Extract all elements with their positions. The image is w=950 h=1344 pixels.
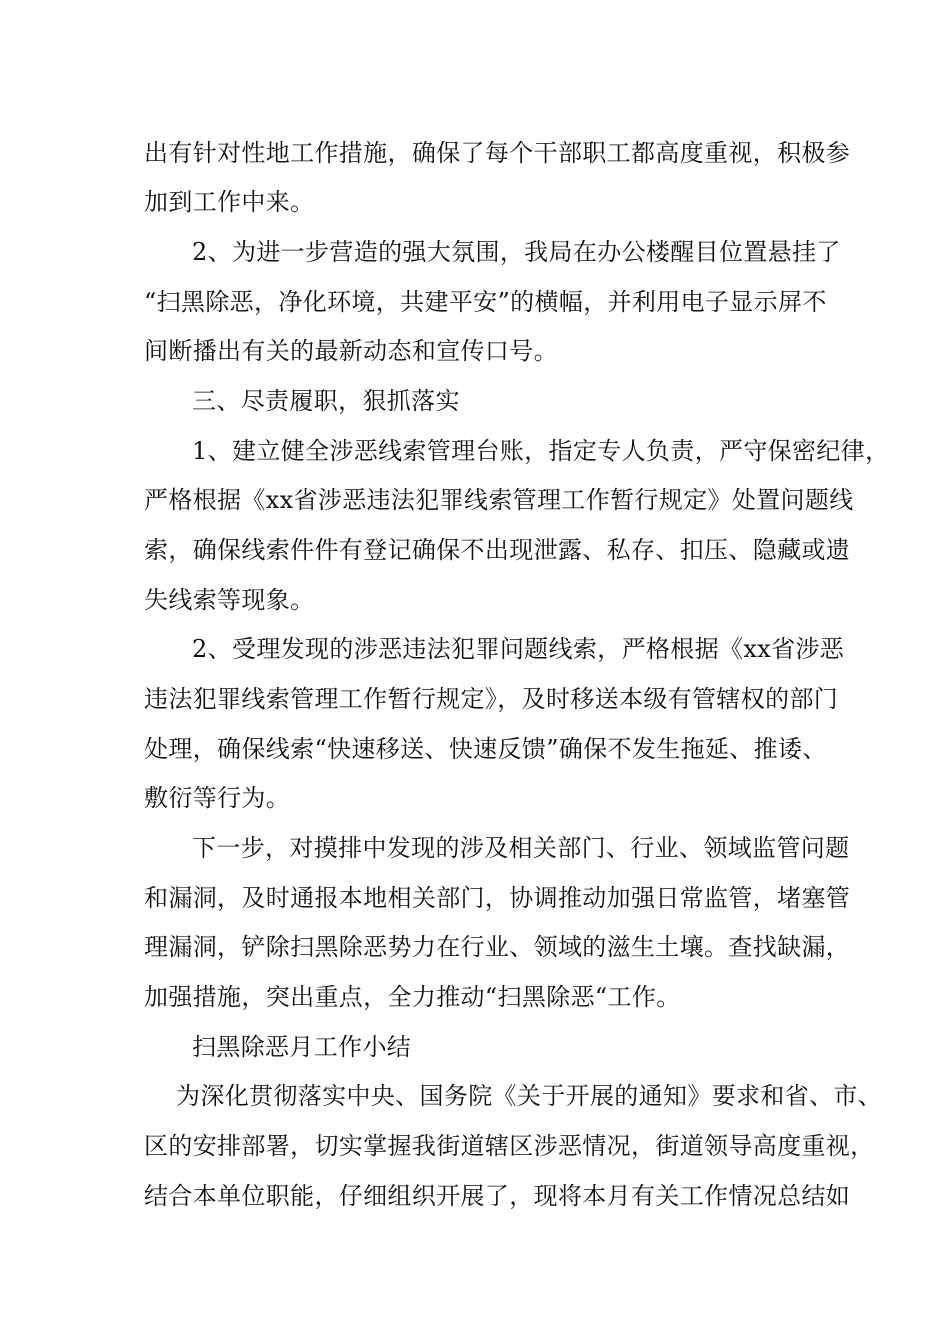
- text-line: 索，确保线索件件有登记确保不出现泄露、私存、扣压、隐藏或遗: [144, 536, 851, 564]
- text-line: “扫黑除恶，净化环境，共建平安”的横幅，并利用电子显示屏不: [144, 288, 827, 316]
- text-line: 和漏洞，及时通报本地相关部门，协调推动加强日常监管，堵塞管: [144, 884, 851, 912]
- text-line: 严格根据《xx省涉恶违法犯罪线索管理工作暂行规定》处置问题线: [144, 486, 854, 514]
- text-line: 违法犯罪线索管理工作暂行规定》，及时移送本级有管辖权的部门: [144, 685, 839, 713]
- text-line: 出有针对性地工作措施，确保了每个干部职工都高度重视，积极参: [144, 139, 851, 167]
- text-line: 区的安排部署，切实掌握我街道辖区涉恶情况，街道领导高度重视，: [144, 1132, 875, 1160]
- paragraph-start-line: 1、建立健全涉恶线索管理台账，指定专人负责，严守保密纪律，: [192, 437, 890, 465]
- paragraph-start-line: 2、受理发现的涉恶违法犯罪问题线索，严格根据《xx省涉恶: [192, 635, 845, 663]
- section-title: 扫黑除恶月工作小结: [192, 1033, 412, 1061]
- text-line: 间断播出有关的最新动态和宣传口号。: [144, 337, 558, 365]
- text-line: 处理，确保线索“快速移送、快速反馈”确保不发生拖延、推诿、: [144, 735, 827, 763]
- paragraph-start-line: 下一步，对摸排中发现的涉及相关部门、行业、领域监管问题: [192, 834, 850, 862]
- paragraph-start-line: 2、为进一步营造的强大氛围，我局在办公楼醒目位置悬挂了: [192, 238, 841, 266]
- paragraph-start-line: 为深化贯彻落实中央、国务院《关于开展的通知》要求和省、市、: [176, 1082, 883, 1110]
- text-line: 失线索等现象。: [144, 586, 315, 614]
- section-heading: 三、尽责履职，狠抓落实: [192, 387, 460, 415]
- text-line: 理漏洞，铲除扫黑除恶势力在行业、领域的滋生土壤。查找缺漏，: [144, 933, 851, 961]
- text-line: 敷衍等行为。: [144, 784, 291, 812]
- text-line: 加强措施，突出重点，全力推动“扫黑除恶“工作。: [144, 983, 681, 1011]
- text-line: 结合本单位职能，仔细组织开展了，现将本月有关工作情况总结如: [144, 1182, 851, 1210]
- text-line: 加到工作中来。: [144, 188, 315, 216]
